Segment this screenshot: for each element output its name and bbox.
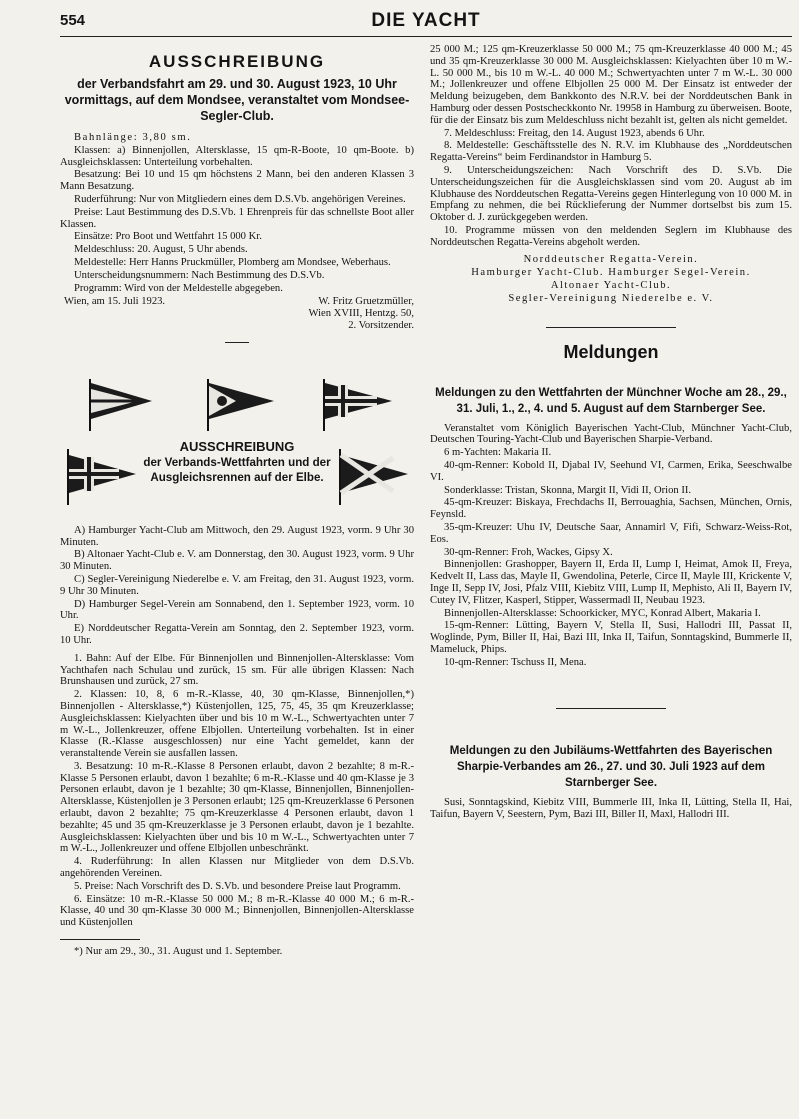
pennant-flag-icon bbox=[66, 449, 138, 505]
rule-item: 6. Einsätze: 10 m-R.-Klasse 50 000 M.; 8 m-R.-Klasse 40 000 M.; 6 m-R.-Klasse, 40 und 30 qm-Klasse 30 000 M.; Binnenjollen, Binnenjollen-Altersklasse und Küstenjollen bbox=[60, 893, 414, 929]
club-name: Segler-Vereinigung Niederelbe e. V. bbox=[508, 292, 714, 304]
footnote: *) Nur am 29., 30., 31. August und 1. September. bbox=[74, 946, 283, 958]
signature-block bbox=[60, 296, 414, 331]
announcement-subtitle: der Verbandsfahrt am 29. und 30. August 1923, 10 Uhr vormittags, auf dem Mondsee, veranstaltet vom Mondsee-Segler-Club. bbox=[64, 77, 410, 123]
rule-item: 8. Meldestelle: Geschäftsstelle des N. R.V. im Klubhause des „Norddeutschen Regatta-Vereins“ beim Ferdinandstor in Hamburg 5. bbox=[430, 140, 792, 164]
divider bbox=[556, 708, 666, 709]
club-name: Altonaer Yacht-Club. bbox=[550, 279, 672, 291]
race-date: E) Norddeutscher Regatta-Verein am Sonntag, den 2. September 1923, vorm. 10 Uhr. bbox=[60, 623, 414, 646]
running-title: DIE YACHT bbox=[371, 10, 481, 31]
pennant-flag-icon bbox=[206, 379, 276, 431]
rule-item: Meldeschluss: 20. August, 5 Uhr abends. bbox=[74, 244, 248, 256]
entry-list: 45-qm-Kreuzer: Biskaya, Frechdachs II, Berrouaghia, Sachsen, München, Ornis, Feynsld. bbox=[430, 497, 792, 521]
entry-list: 6 m-Yachten: Makaria II. bbox=[444, 447, 552, 459]
race-date: B) Altonaer Yacht-Club e. V. am Donnerstag, den 30. August 1923, vorm. 9 Uhr 30 Minuten. bbox=[60, 549, 414, 573]
rule-item: Programm: Wird von der Meldestelle abgegeben. bbox=[74, 282, 283, 294]
entry-list: 15-qm-Renner: Lütting, Bayern V, Stella II, Susi, Hallodri III, Passat II, Woglinde, Pym, Biller II, Hai, Bazi III, Inka II, Taifun, Sonntagskind, Bummerle II, Mameluck, Phips. bbox=[430, 620, 792, 655]
rule-item: Besatzung: Bei 10 und 15 qm höchstens 2 Mann, bei den anderen Klassen 3 Mann Besatzung. bbox=[60, 169, 414, 193]
race-date: C) Segler-Vereinigung Niederelbe e. V. am Freitag, den 31. August 1923, vorm. 9 Uhr 30 Minuten. bbox=[60, 573, 414, 597]
rule-item: 1. Bahn: Auf der Elbe. Für Binnenjollen und Binnenjollen-Altersklasse: Vom Yachthafen nach Schulau und zurück, 15 sm. Für alle übrigen Klassen: Nach Brunshausen und zurück, 27 sm. bbox=[60, 652, 414, 688]
club-name: Hamburger Yacht-Club. Hamburger Segel-Verein. bbox=[471, 266, 751, 278]
right-column bbox=[430, 44, 792, 1111]
footnote-divider bbox=[60, 939, 140, 940]
club-name: Norddeutscher Regatta-Verein. bbox=[523, 253, 699, 265]
rule-item: 10. Programme müssen von den meldenden Seglern im Klubhause des Norddeutschen Regatta-Vereins abgeholt werden. bbox=[430, 224, 792, 248]
pennant-flag-icon bbox=[322, 379, 394, 431]
entry-list: 35-qm-Kreuzer: Uhu IV, Deutsche Saar, Annamirl V, Fifi, Schwarz-Weiss-Rot, Eos. bbox=[430, 521, 792, 545]
rule-item: Preise: Laut Bestimmung des D.S.Vb. 1 Ehrenpreis für das schnellste Boot aller Klassen. bbox=[60, 206, 414, 230]
pennant-flag-icon bbox=[338, 449, 410, 505]
rule-item: 5. Preise: Nach Vorschrift des D. S.Vb. und besondere Preise laut Programm. bbox=[74, 880, 401, 892]
club-list bbox=[430, 253, 792, 305]
signature-role: 2. Vorsitzender. bbox=[348, 319, 414, 331]
entry-list: Sonderklasse: Tristan, Skonna, Margit II, Vidi II, Orion II. bbox=[444, 484, 692, 496]
announcement-2-subtitle: der Verbands-Wettfahrten und der Ausgleichsrennen auf der Elbe. bbox=[143, 455, 331, 484]
rule-item: 4. Ruderführung: In allen Klassen nur Mitglieder von dem D.S.Vb. angehörenden Vereinen. bbox=[60, 856, 414, 880]
entry-list: 40-qm-Renner: Kobold II, Djabal IV, Seehund VI, Carmen, Erika, Seeschwalbe VI. bbox=[430, 459, 792, 483]
pennant-flag-icon bbox=[88, 379, 154, 431]
meldungen-1-title: Meldungen zu den Wettfahrten der Münchner Woche am 28., 29., 31. Juli, 1., 2., 4. und 5. August auf dem Starnberger See. bbox=[435, 386, 787, 415]
rule-item: Unterscheidungsnummern: Nach Bestimmung des D.S.Vb. bbox=[74, 269, 325, 281]
entry-list: 10-qm-Renner: Tschuss II, Mena. bbox=[444, 656, 587, 668]
meldungen-2-entries: Susi, Sonntagskind, Kiebitz VIII, Bummerle III, Inka II, Lütting, Stella II, Hai, Taifun, Bayern V, Seestern, Pym, Bazi III, Biller II, Maxl, Hallodri III. bbox=[430, 797, 792, 821]
announcement-title: AUSSCHREIBUNG bbox=[148, 52, 326, 71]
entry-list: Binnenjollen-Altersklasse: Schoorkicker, MYC, Konrad Albert, Makaria I. bbox=[444, 607, 761, 619]
race-date: A) Hamburger Yacht-Club am Mittwoch, den 29. August 1923, vorm. 9 Uhr 30 Minuten. bbox=[60, 524, 414, 548]
continued-text: 25 000 M.; 125 qm-Kreuzerklasse 50 000 M.; 75 qm-Kreuzerklasse 40 000 M.; 45 und 35 qm-Kreuzerklasse 30 000 M. Ausgleichsklassen: Kielyachten über 10 m W.-L. 50 000 M., bis 10 m W.-L. 40 000 M.; Schwertyachten unter 7 m W.-L. 30 000 M.; Jollenkreuzer und offene Elbjollen 25 000 M. Der Einsatz ist entweder der Meldung beizugeben, dem Bankkonto des N.R.V. bei der Norddeutschen Bank in Hamburg oder dessen Postscheckkonto Nr. 19958 in Hamburg zu überweisen. Boote, für die der Einsatz bis zum Meldeschluss nicht bezahlt ist, gelten als nicht gemeldet. bbox=[430, 44, 792, 126]
rule-item: Klassen: a) Binnenjollen, Altersklasse, 15 qm-R-Boote, 10 qm-Boote. b) Ausgleichsklassen: Unterteilung vorbehalten. bbox=[60, 144, 414, 168]
page-number: 554 bbox=[60, 12, 86, 29]
meldungen-2-title: Meldungen zu den Jubiläums-Wettfahrten des Bayerischen Sharpie-Verbandes am 26., 27. und 30. Juli 1923 auf dem Starnberger See. bbox=[449, 745, 773, 790]
section-title: Meldungen bbox=[563, 341, 659, 362]
announcement-2-header bbox=[60, 439, 414, 525]
divider bbox=[546, 327, 676, 328]
announcement-2-title: AUSSCHREIBUNG bbox=[179, 438, 295, 454]
rule-item: Meldestelle: Herr Hanns Pruckmüller, Plomberg am Mondsee, Weberhaus. bbox=[74, 256, 391, 268]
entry-list: Binnenjollen: Grashopper, Bayern II, Erda II, Lump I, Heimat, Amok II, Freya, Kedvelt II, Lass das, Mayle II, Gwendolina, Peterle, Circe II, Mayle III, Krickente V, Inge II, Sepp IV, Josi, Pfalz VIII, Kiebitz VIII, Lump II, Mephisto, Ali II, Bayern IV, Cutey IV, Flitzer, Kasperl, Stipper, Wassermadl II, Neubau 1923. bbox=[430, 559, 792, 606]
rule-item: Bahnlänge: 3,80 sm. bbox=[74, 132, 192, 143]
rule-item: Einsätze: Pro Boot und Wettfahrt 15 000 Kr. bbox=[74, 231, 262, 243]
left-column bbox=[60, 44, 414, 1111]
entry-list: 30-qm-Renner: Froh, Wackes, Gipsy X. bbox=[444, 546, 613, 558]
divider bbox=[225, 342, 249, 343]
signature-address: Wien XVIII, Hentzg. 50, bbox=[308, 308, 414, 320]
page-header bbox=[60, 12, 792, 37]
signature-name: W. Fritz Gruetzmüller, bbox=[318, 296, 414, 308]
rule-item: 3. Besatzung: 10 m-R.-Klasse 8 Personen erlaubt, davon 2 bezahlte; 8 m-R.-Klasse 5 Personen erlaubt, davon 1 bezahlte; 6 m-R.-Klasse und 40 qm-Klasse je 3 Personen erlaubt, davon je 1 bezahlte; 30 qm-Klasse, Binnenjollen, Binnenjollen-Altersklasse, Küstenjollen je 3 Personen erlaubt; 125 qm-Kreuzerklasse 6 Personen erlaubt, davon 2 bezahlte; 75 qm-Kreuzerklasse 4 Personen erlaubt, davon 1 bezahlte; 45 und 35 qm-Kreuzerklasse je 3 Personen erlaubt, davon je 1 bezahlte. Ausgleichsklassen: Kielyachten über und bis 10 m W.-L., Schwertyachten unter 7 m W.-L., Jollenkreuzer und offene Elbjollen unbeschränkt. bbox=[60, 760, 414, 855]
meldungen-1-intro: Veranstaltet vom Königlich Bayerischen Yacht-Club, Münchner Yacht-Club, Deutschen Touring-Yacht-Club und Bayerischen Sharpie-Verband. bbox=[430, 422, 792, 446]
rule-item: 7. Meldeschluss: Freitag, den 14. August 1923, abends 6 Uhr. bbox=[444, 127, 705, 139]
signature-date: Wien, am 15. Juli 1923. bbox=[64, 296, 166, 308]
race-date: D) Hamburger Segel-Verein am Sonnabend, den 1. September 1923, vorm. 10 Uhr. bbox=[60, 598, 414, 622]
rule-item: 9. Unterscheidungszeichen: Nach Vorschrift des D. S.Vb. Die Unterscheidungszeichen für die Ausgleichsklassen sind vom 20. August ab im Klubhause des Norddeutschen Regatta-Vereins gegen Hinterlegung von 10 000 M. in Empfang zu nehmen, die bei Rücklieferung der Nummer dortselbst bis zum 15. Oktober d. J. zurückgegeben werden. bbox=[430, 164, 792, 224]
rule-item: 2. Klassen: 10, 8, 6 m-R.-Klasse, 40, 30 qm-Klasse, Binnenjollen,*) Binnenjollen - Altersklasse,*) Küstenjollen, 125, 75, 45, 35 qm Kreuzerklasse; Ausgleichsklassen: Kielyachten über und bis 10 m W.-L., Schwertyachten unter 7 m W.-L., Jollenkreuzer, offene Elbjollen. Unterteilung vorbehalten. Ist in einer Klasse (R.-Klasse ausgeschlossen) nur eine Yacht gemeldet, kann der veranstaltende Verein sie ausfallen lassen. bbox=[60, 689, 414, 760]
club-flags-row bbox=[60, 377, 414, 439]
rule-item: Ruderführung: Nur von Mitgliedern eines dem D.S.Vb. angehörigen Vereines. bbox=[74, 193, 406, 205]
